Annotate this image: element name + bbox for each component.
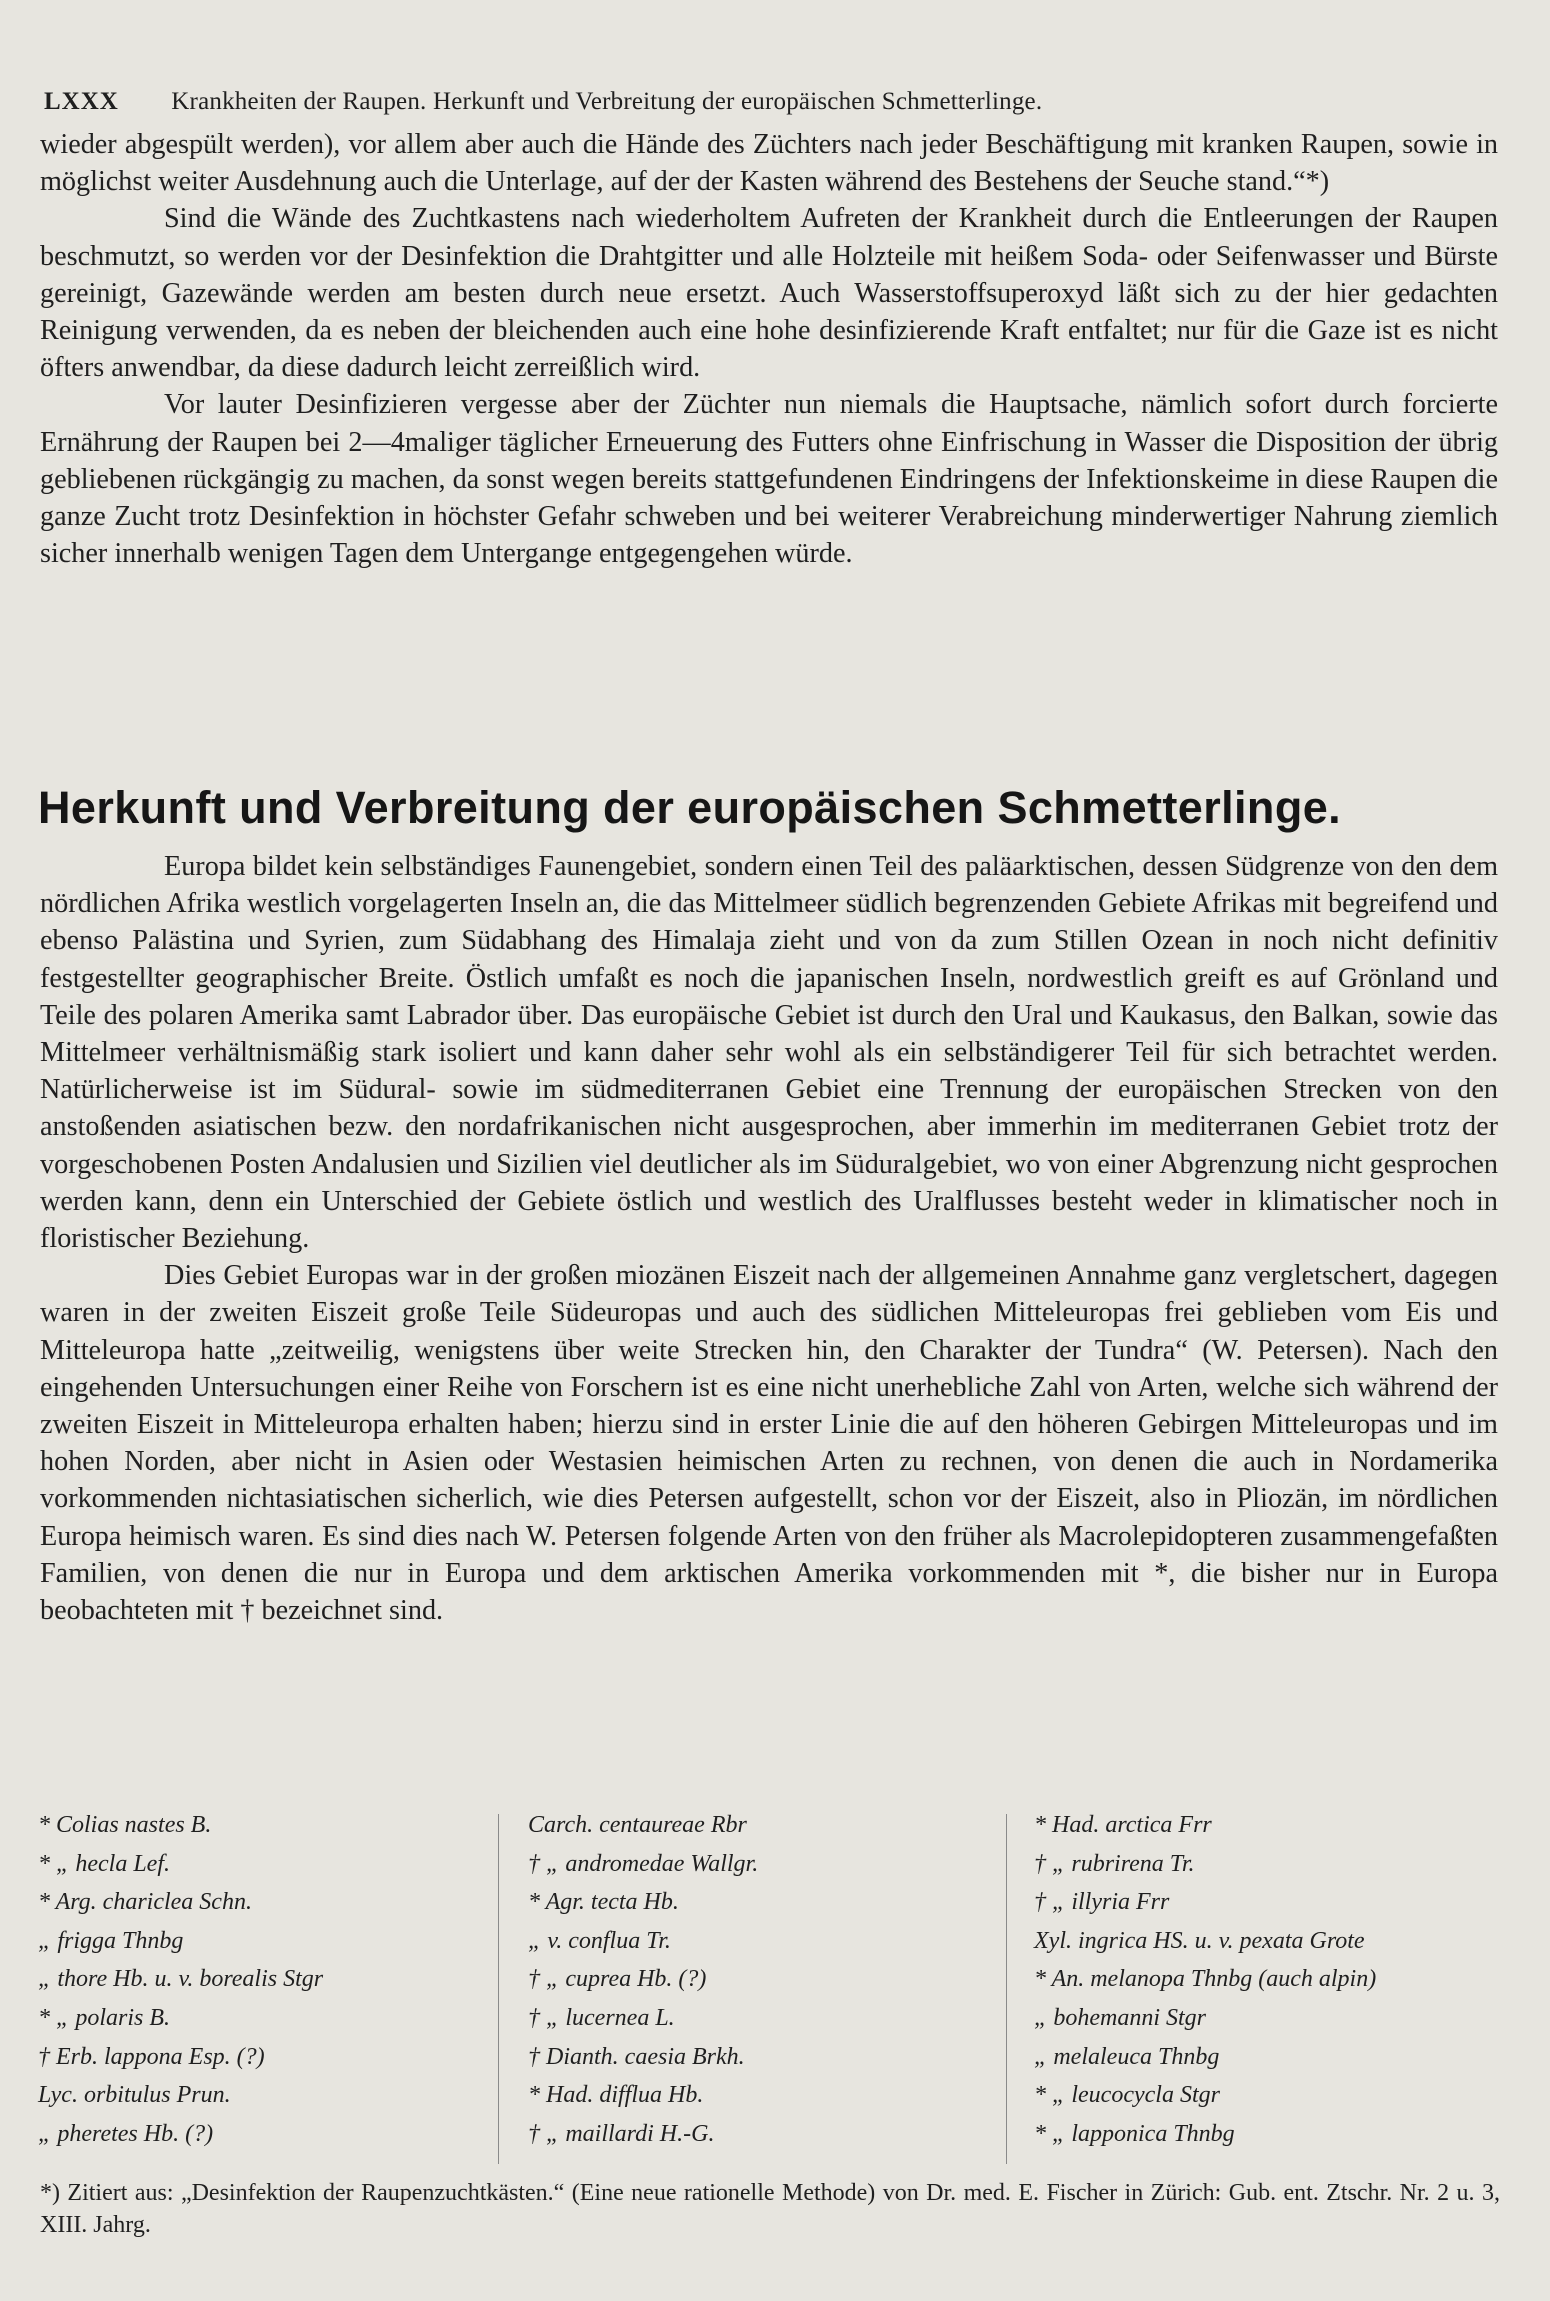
species-entry: * Had. diffluа Hb.	[528, 2082, 704, 2109]
species-entry: † „ andromedae Wallgr.	[528, 1850, 759, 1877]
species-column-2	[528, 1806, 998, 2153]
species-entry: * „ hecla Lef.	[38, 1850, 170, 1877]
running-head	[44, 88, 1504, 116]
species-entry: „ v. conflua Tr.	[528, 1927, 671, 1954]
column-divider	[1006, 1814, 1007, 2164]
footnote: *) Zitiert aus: „Desinfektion der Raupenzuchtkästen.“ (Eine neue rationelle Methode) von Dr. med. E. Fischer in Zürich: Gub. ent. Ztschr. Nr. 2 u. 3, XIII. Jahrg.	[40, 2180, 1500, 2238]
section-heading: Herkunft und Verbreitung der europäischen Schmetterlinge.	[38, 782, 1342, 833]
paragraph: Dies Gebiet Europas war in der großen miozänen Eiszeit nach der allgemeinen Annahme ganz vergletschert, dagegen waren in der zweiten Eiszeit große Teile Südeuropas und auch des südlichen Mitteleuropas frei geblieben vom Eis und Mitteleuropa hatte „zeitweilig, wenigstens über weite Strecken hin, den Charakter der Tundra“ (W. Petersen). Nach den eingehenden Untersuchungen einer Reihe von Forschern ist es eine nicht unerhebliche Zahl von Arten, welche sich während der zweiten Eiszeit in Mitteleuropa erhalten haben; hierzu sind in erster Linie die auf den höheren Gebirgen Mitteleuropas und im hohen Norden, aber nicht in Asien oder Westasien heimischen Arten zu rechnen, von denen die auch in Nordamerika vorkommenden nichtasiatischen sicherlich, wie dies Petersen aufgestellt, schon vor der Eiszeit, also in Pliozän, im nördlichen Europa heimisch waren. Es sind dies nach W. Petersen folgende Arten von den früher als Macrolepidopteren zusammengefaßten Familien, von denen die nur in Europa und dem arktischen Amerika vorkommenden mit *, die bisher nur in Europa beobachteten mit † bezeichnet sind.	[40, 1260, 1498, 1627]
paragraph: Vor lauter Desinfizieren vergesse aber der Züchter nun niemals die Hauptsache, nämlich sofort durch forcierte Ernährung der Raupen bei 2—4maliger täglicher Erneuerung des Futters ohne Einfrischung in Wasser die Disposition der übrig gebliebenen rückgängig zu machen, da sonst wegen bereits stattgefundenen Eindringens der Infektionskeime in diese Raupen die ganze Zucht trotz Desinfektion in höchster Gefahr schweben und bei weiterer Verabreichung minderwertiger Nahrung ziemlich sicher innerhalb wenigen Tagen dem Untergange entgegengehen würde.	[40, 389, 1498, 570]
species-entry: Xyl. ingrica HS. u. v. pexata Grote	[1034, 1927, 1365, 1954]
paragraph: Sind die Wände des Zuchtkastens nach wiederholtem Aufreten der Krankheit durch die Entleerungen der Raupen beschmutzt, so werden vor der Desinfektion die Drahtgitter und alle Holzteile mit heißem Soda- oder Seifenwasser und Bürste gereinigt, Gazewände werden am besten durch neue ersetzt. Auch Wasserstoffsuperoxyd läßt sich zu der hier gedachten Reinigung verwenden, da es neben der bleichenden auch eine hohe desinfizierende Kraft entfaltet; nur für die Gaze ist es nicht öfters anwendbar, da diese dadurch leicht zerreißlich wird.	[40, 203, 1498, 384]
species-entry: † Dianth. caesia Brkh.	[528, 2043, 745, 2070]
species-entry: * Arg. chariclea Schn.	[38, 1889, 252, 1916]
species-entry: † „ cuprea Hb. (?)	[528, 1966, 707, 1993]
section-disinfection-text	[40, 126, 1498, 572]
species-entry: † Erb. lappona Esp. (?)	[38, 2043, 265, 2070]
species-entry: * Had. arctica Frr	[1034, 1812, 1212, 1838]
species-entry: „ frigga Thnbg	[38, 1927, 184, 1954]
species-entry: † „ lucernea L.	[528, 2004, 675, 2031]
page-number: LXXX	[44, 88, 119, 115]
species-list	[38, 1806, 1514, 2162]
species-column-3	[1034, 1806, 1524, 2153]
species-entry: * Colias nastes B.	[38, 1812, 212, 1838]
species-entry: † „ maillardi H.-G.	[528, 2120, 715, 2147]
species-entry: * „ leucocycla Stgr	[1034, 2082, 1220, 2109]
column-divider	[498, 1814, 499, 2164]
species-entry: „ thore Hb. u. v. borealis Stgr	[38, 1966, 324, 1993]
species-entry: † „ illyria Frr	[1034, 1889, 1170, 1916]
running-title: Krankheiten der Raupen. Herkunft und Verbreitung der europäischen Schmetterlinge.	[171, 88, 1043, 115]
species-entry: Lyc. orbitulus Prun.	[38, 2082, 231, 2109]
species-entry: * Agr. tecta Hb.	[528, 1889, 679, 1916]
species-entry: * „ lapponica Thnbg	[1034, 2120, 1235, 2147]
species-entry: * An. melanopa Thnbg (auch alpin)	[1034, 1966, 1377, 1993]
species-entry: „ bohemanni Stgr	[1034, 2004, 1207, 2031]
paragraph: wieder abgespült werden), vor allem aber auch die Hände des Züchters nach jeder Beschäftigung mit kranken Raupen, sowie in möglichst weiter Ausdehnung auch die Unterlage, auf der der Kasten während des Bestehens der Seuche stand.“*)	[40, 129, 1498, 198]
species-entry: † „ rubrirena Tr.	[1034, 1850, 1195, 1877]
paragraph: Europa bildet kein selbständiges Faunengebiet, sondern einen Teil des paläarktischen, dessen Südgrenze von den dem nördlichen Afrika westlich vorgelagerten Inseln an, die das Mittelmeer südlich begrenzenden Gebiete Afrikas mit begreifend und ebenso Palästina und Syrien, zum Südabhang des Himalaja zieht und von da zum Stillen Ozean in noch nicht definitiv festgestellter geographischer Breite. Östlich umfaßt es noch die japanischen Inseln, nordwestlich greift es auf Grönland und Teile des polaren Amerika samt Labrador über. Das europäische Gebiet ist durch den Ural und Kaukasus, den Balkan, sowie das Mittelmeer verhältnismäßig stark isoliert und kann daher sehr wohl als ein selbständigerer Teil für sich betrachtet werden. Natürlicherweise ist im Südural- sowie im südmediterranen Gebiet eine Trennung der europäischen Strecken von den anstoßenden asiatischen bezw. den nordafrikanischen nicht ausgesprochen, aber immerhin im mediterranen Gebiet trotz der vorgeschobenen Posten Andalusien und Sizilien viel deutlicher als im Süduralgebiet, wo von einer Abgrenzung nicht gesprochen werden kann, denn ein Unterschied der Gebiete östlich und westlich des Uralflusses besteht weder in klimatischer noch in floristischer Beziehung.	[40, 851, 1498, 1255]
species-entry: „ pheretes Hb. (?)	[38, 2120, 214, 2147]
section-origin-text	[40, 848, 1498, 1629]
species-entry: „ melaleuca Thnbg	[1034, 2043, 1220, 2070]
species-column-1	[38, 1806, 490, 2153]
species-entry: Carch. centaureae Rbr	[528, 1812, 747, 1838]
species-entry: * „ polaris B.	[38, 2004, 171, 2031]
